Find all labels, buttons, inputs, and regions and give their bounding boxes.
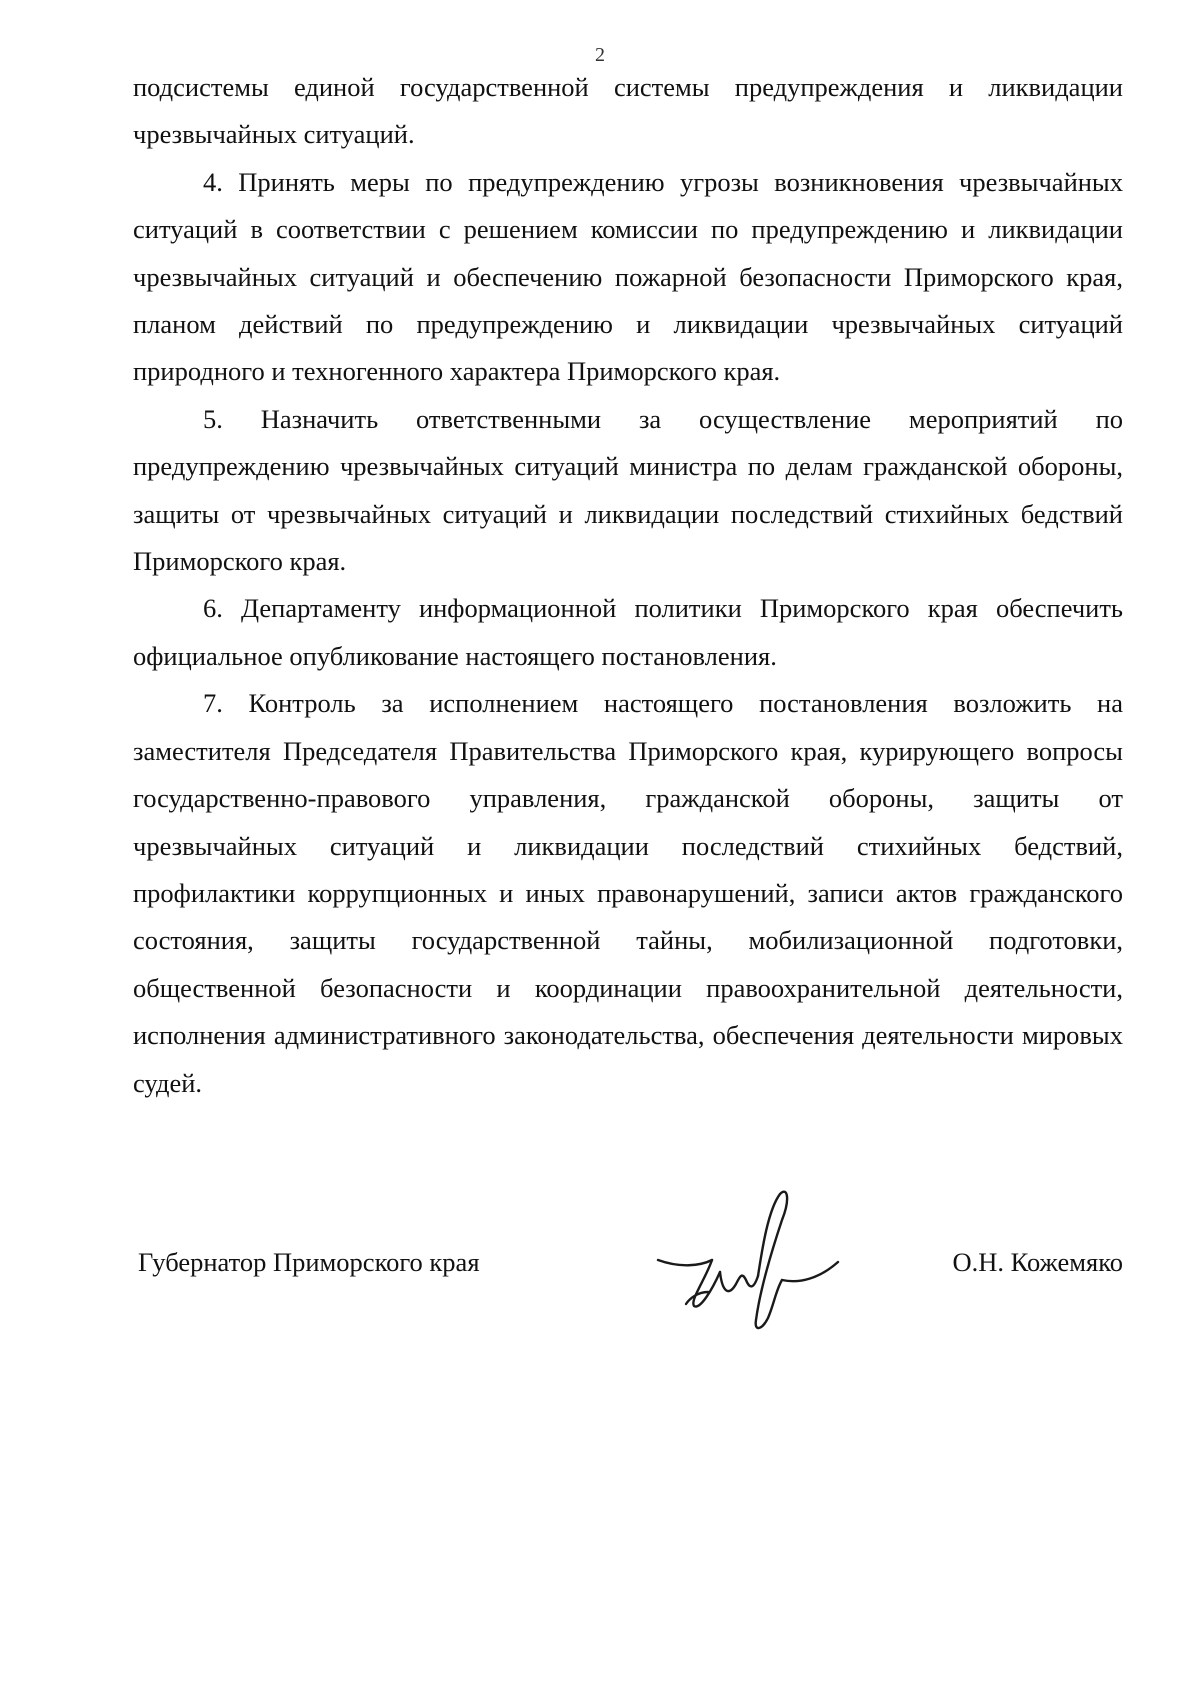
paragraph-continuation: подсистемы единой государственной системы предупреждения и ликвидации чрезвычайных ситуаций. (133, 72, 1123, 150)
paragraph-item-4: 4. Принять меры по предупреждению угрозы возникновения чрезвычайных ситуаций в соответствии с решением комиссии по предупреждению и ликвидации чрезвычайных ситуаций и обеспечению пожарной безопасности Приморского края, планом действий по предупреждению и ликвидации чрезвычайных ситуаций природного и техногенного характера Приморского края. (133, 166, 1123, 387)
signatory-name: О.Н. Кожемяко (952, 1247, 1123, 1277)
signatory-role: Губернатор Приморского края (138, 1247, 480, 1277)
paragraph-item-5: 5. Назначить ответственными за осуществление мероприятий по предупреждению чрезвычайных ситуаций министра по делам гражданской обороны, защиты от чрезвычайных ситуаций и ликвидации последствий стихийных бедствий Приморского края. (133, 403, 1123, 577)
handwritten-signature (650, 1180, 850, 1340)
signature-block (133, 1247, 1123, 1307)
paragraph-item-7: 7. Контроль за исполнением настоящего постановления возложить на заместителя Председателя Правительства Приморского края, курирующего вопросы государственно-правового управления, гражданской обороны, защиты от чрезвычайных ситуаций и ликвидации последствий стихийных бедствий, профилактики коррупционных и иных правонарушений, записи актов гражданского состояния, защиты государственной тайны, мобилизационной подготовки, общественной безопасности и координации правоохранительной деятельности, исполнения административного законодательства, обеспечения деятельности мировых судей. (133, 688, 1123, 1098)
paragraph-item-6: 6. Департаменту информационной политики Приморского края обеспечить официальное опубликование настоящего постановления. (133, 593, 1123, 671)
page-number: 2 (595, 44, 605, 66)
document-body (133, 64, 1123, 1107)
